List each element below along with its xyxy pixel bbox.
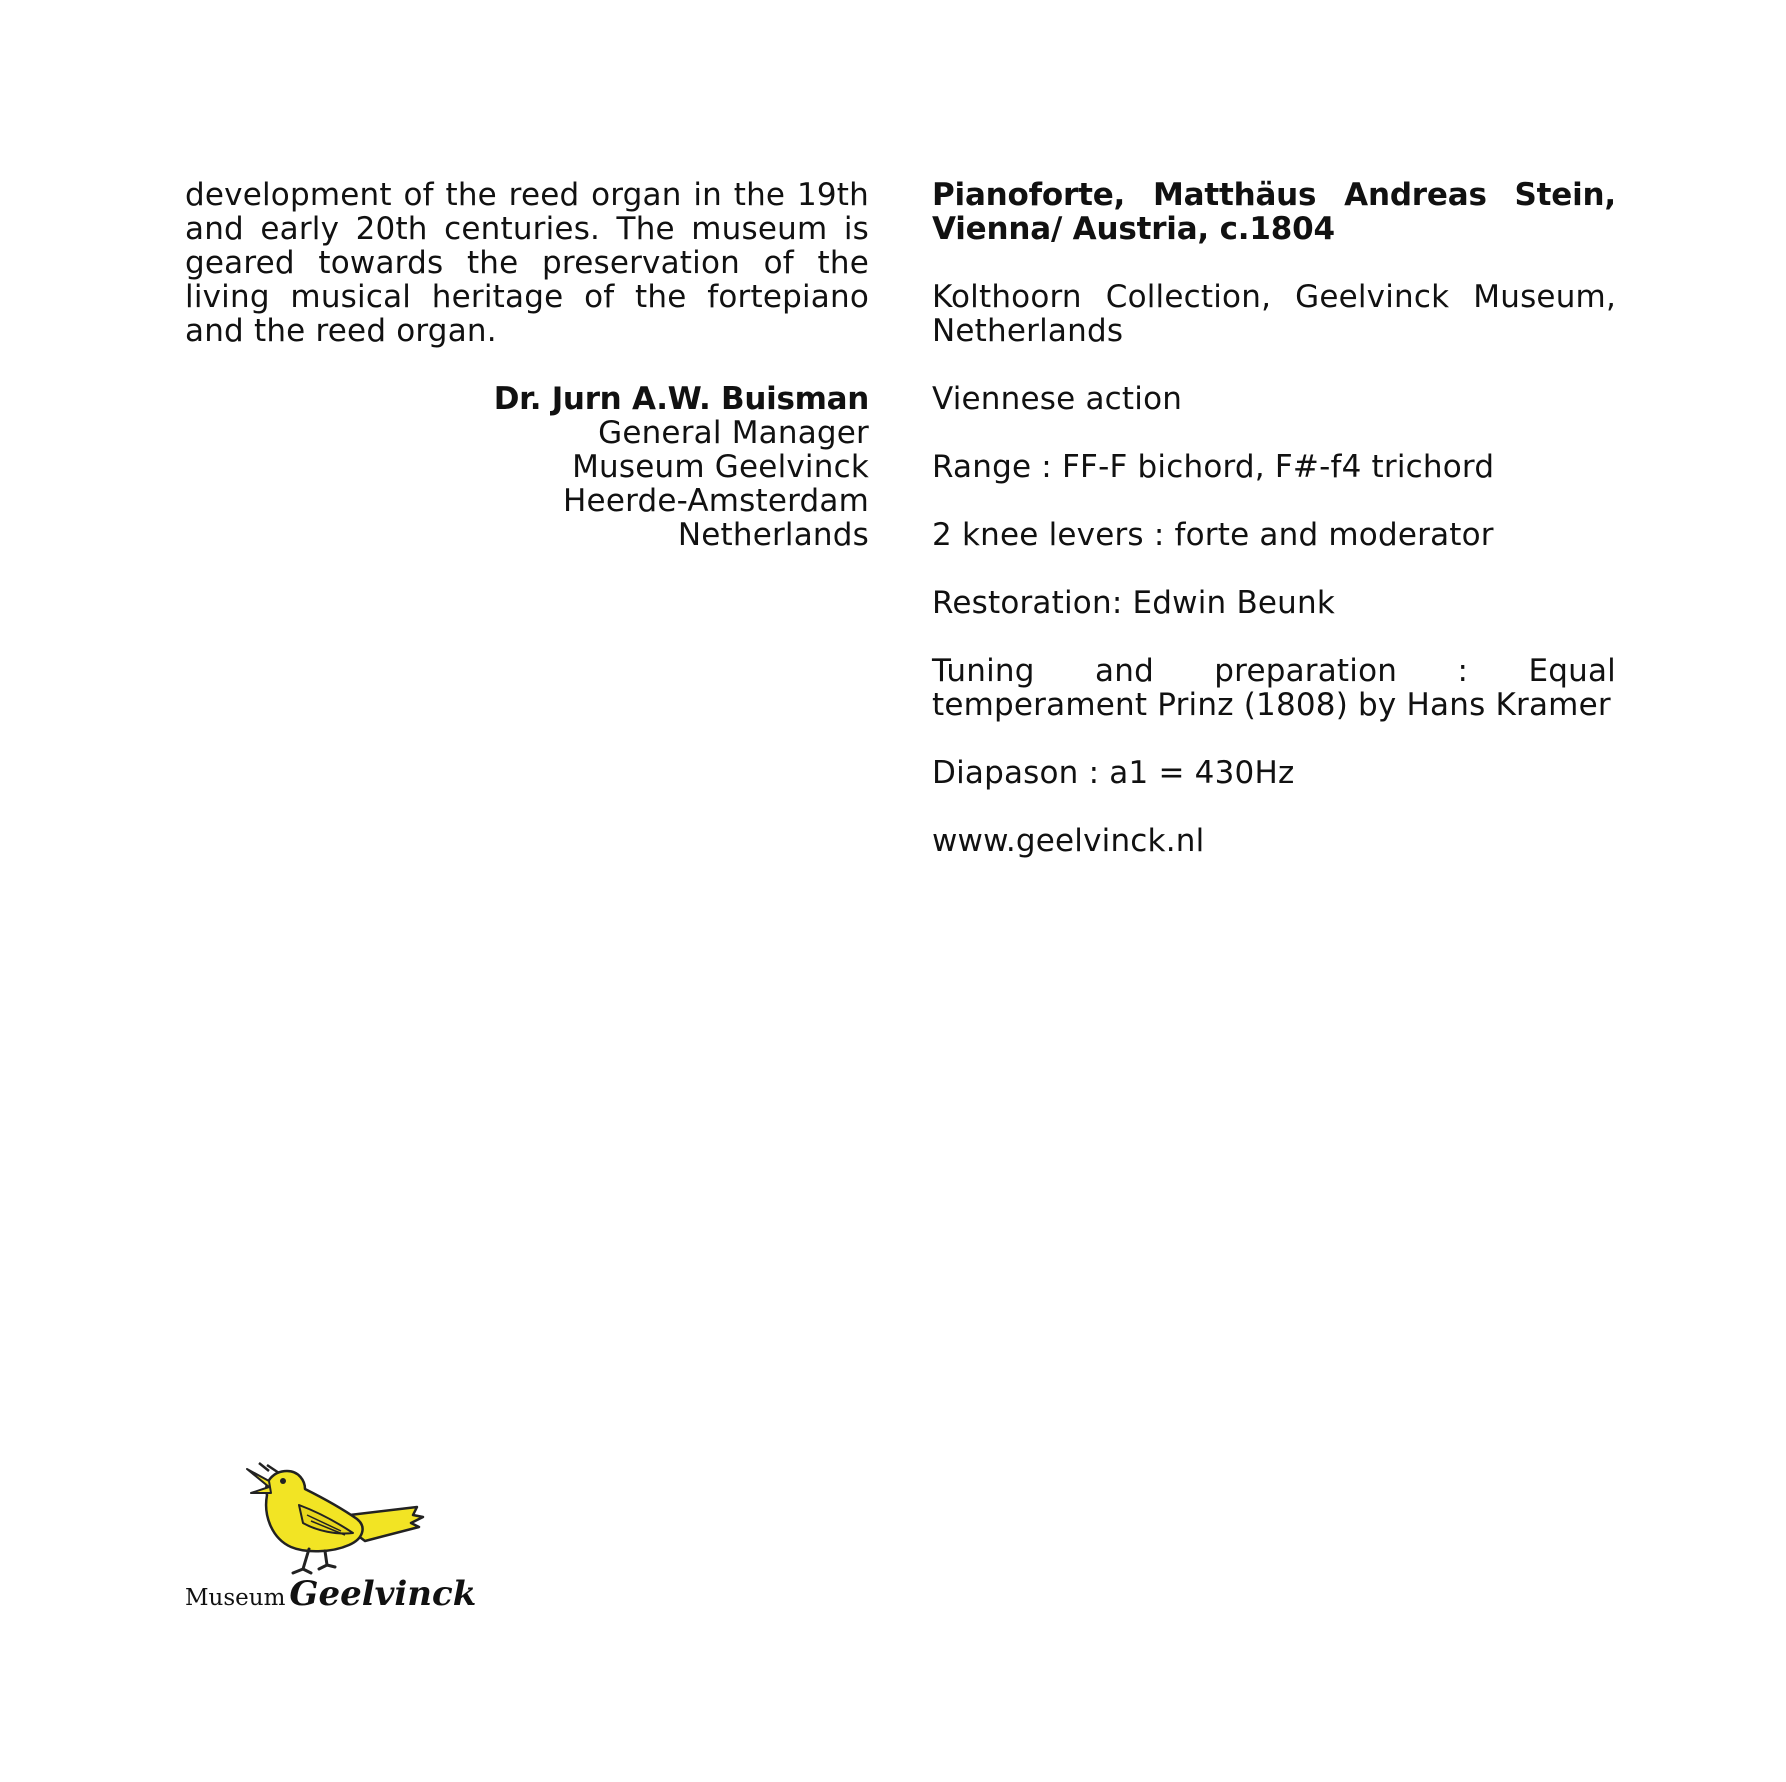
signature-name: Dr. Jurn A.W. Buisman [493, 381, 869, 417]
signature-block [185, 382, 869, 552]
spec-restoration: Restoration: Edwin Beunk [932, 585, 1336, 621]
spec-knee-levers: 2 knee levers : forte and moderator [932, 517, 1494, 553]
signature-country: Netherlands [677, 517, 869, 553]
museum-logo [185, 1455, 477, 1615]
logo-small-text: Museum [185, 1585, 286, 1611]
logo-big-text: Geelvinck [289, 1574, 477, 1614]
signature-title: General Manager [598, 415, 869, 451]
spec-tuning: Tuning and preparation : Equal temperament Prinz (1808) by Hans Kramer [932, 653, 1616, 723]
signature-location: Heerde-Amsterdam [563, 483, 869, 519]
spec-diapason: Diapason : a1 = 430Hz [932, 755, 1295, 791]
website-link[interactable]: www.geelvinck.nl [932, 823, 1205, 859]
left-column [185, 178, 869, 552]
instrument-heading: Pianoforte, Matthäus Andreas Stein, Vienna/ Austria, c.1804 [932, 177, 1616, 247]
signature-organization: Museum Geelvinck [572, 449, 869, 485]
logo-wordmark [185, 1574, 476, 1614]
spec-range: Range : FF-F bichord, F#-f4 trichord [932, 449, 1495, 485]
intro-paragraph: development of the reed organ in the 19th and early 20th centuries. The museum is geared towards the preservation of the living musical heritage of the fortepiano and the reed organ. [185, 177, 869, 349]
bird-icon [245, 1455, 425, 1580]
spec-action: Viennese action [932, 381, 1183, 417]
spec-collection: Kolthoorn Collection, Geelvinck Museum, Netherlands [932, 279, 1616, 349]
right-column [932, 178, 1616, 858]
